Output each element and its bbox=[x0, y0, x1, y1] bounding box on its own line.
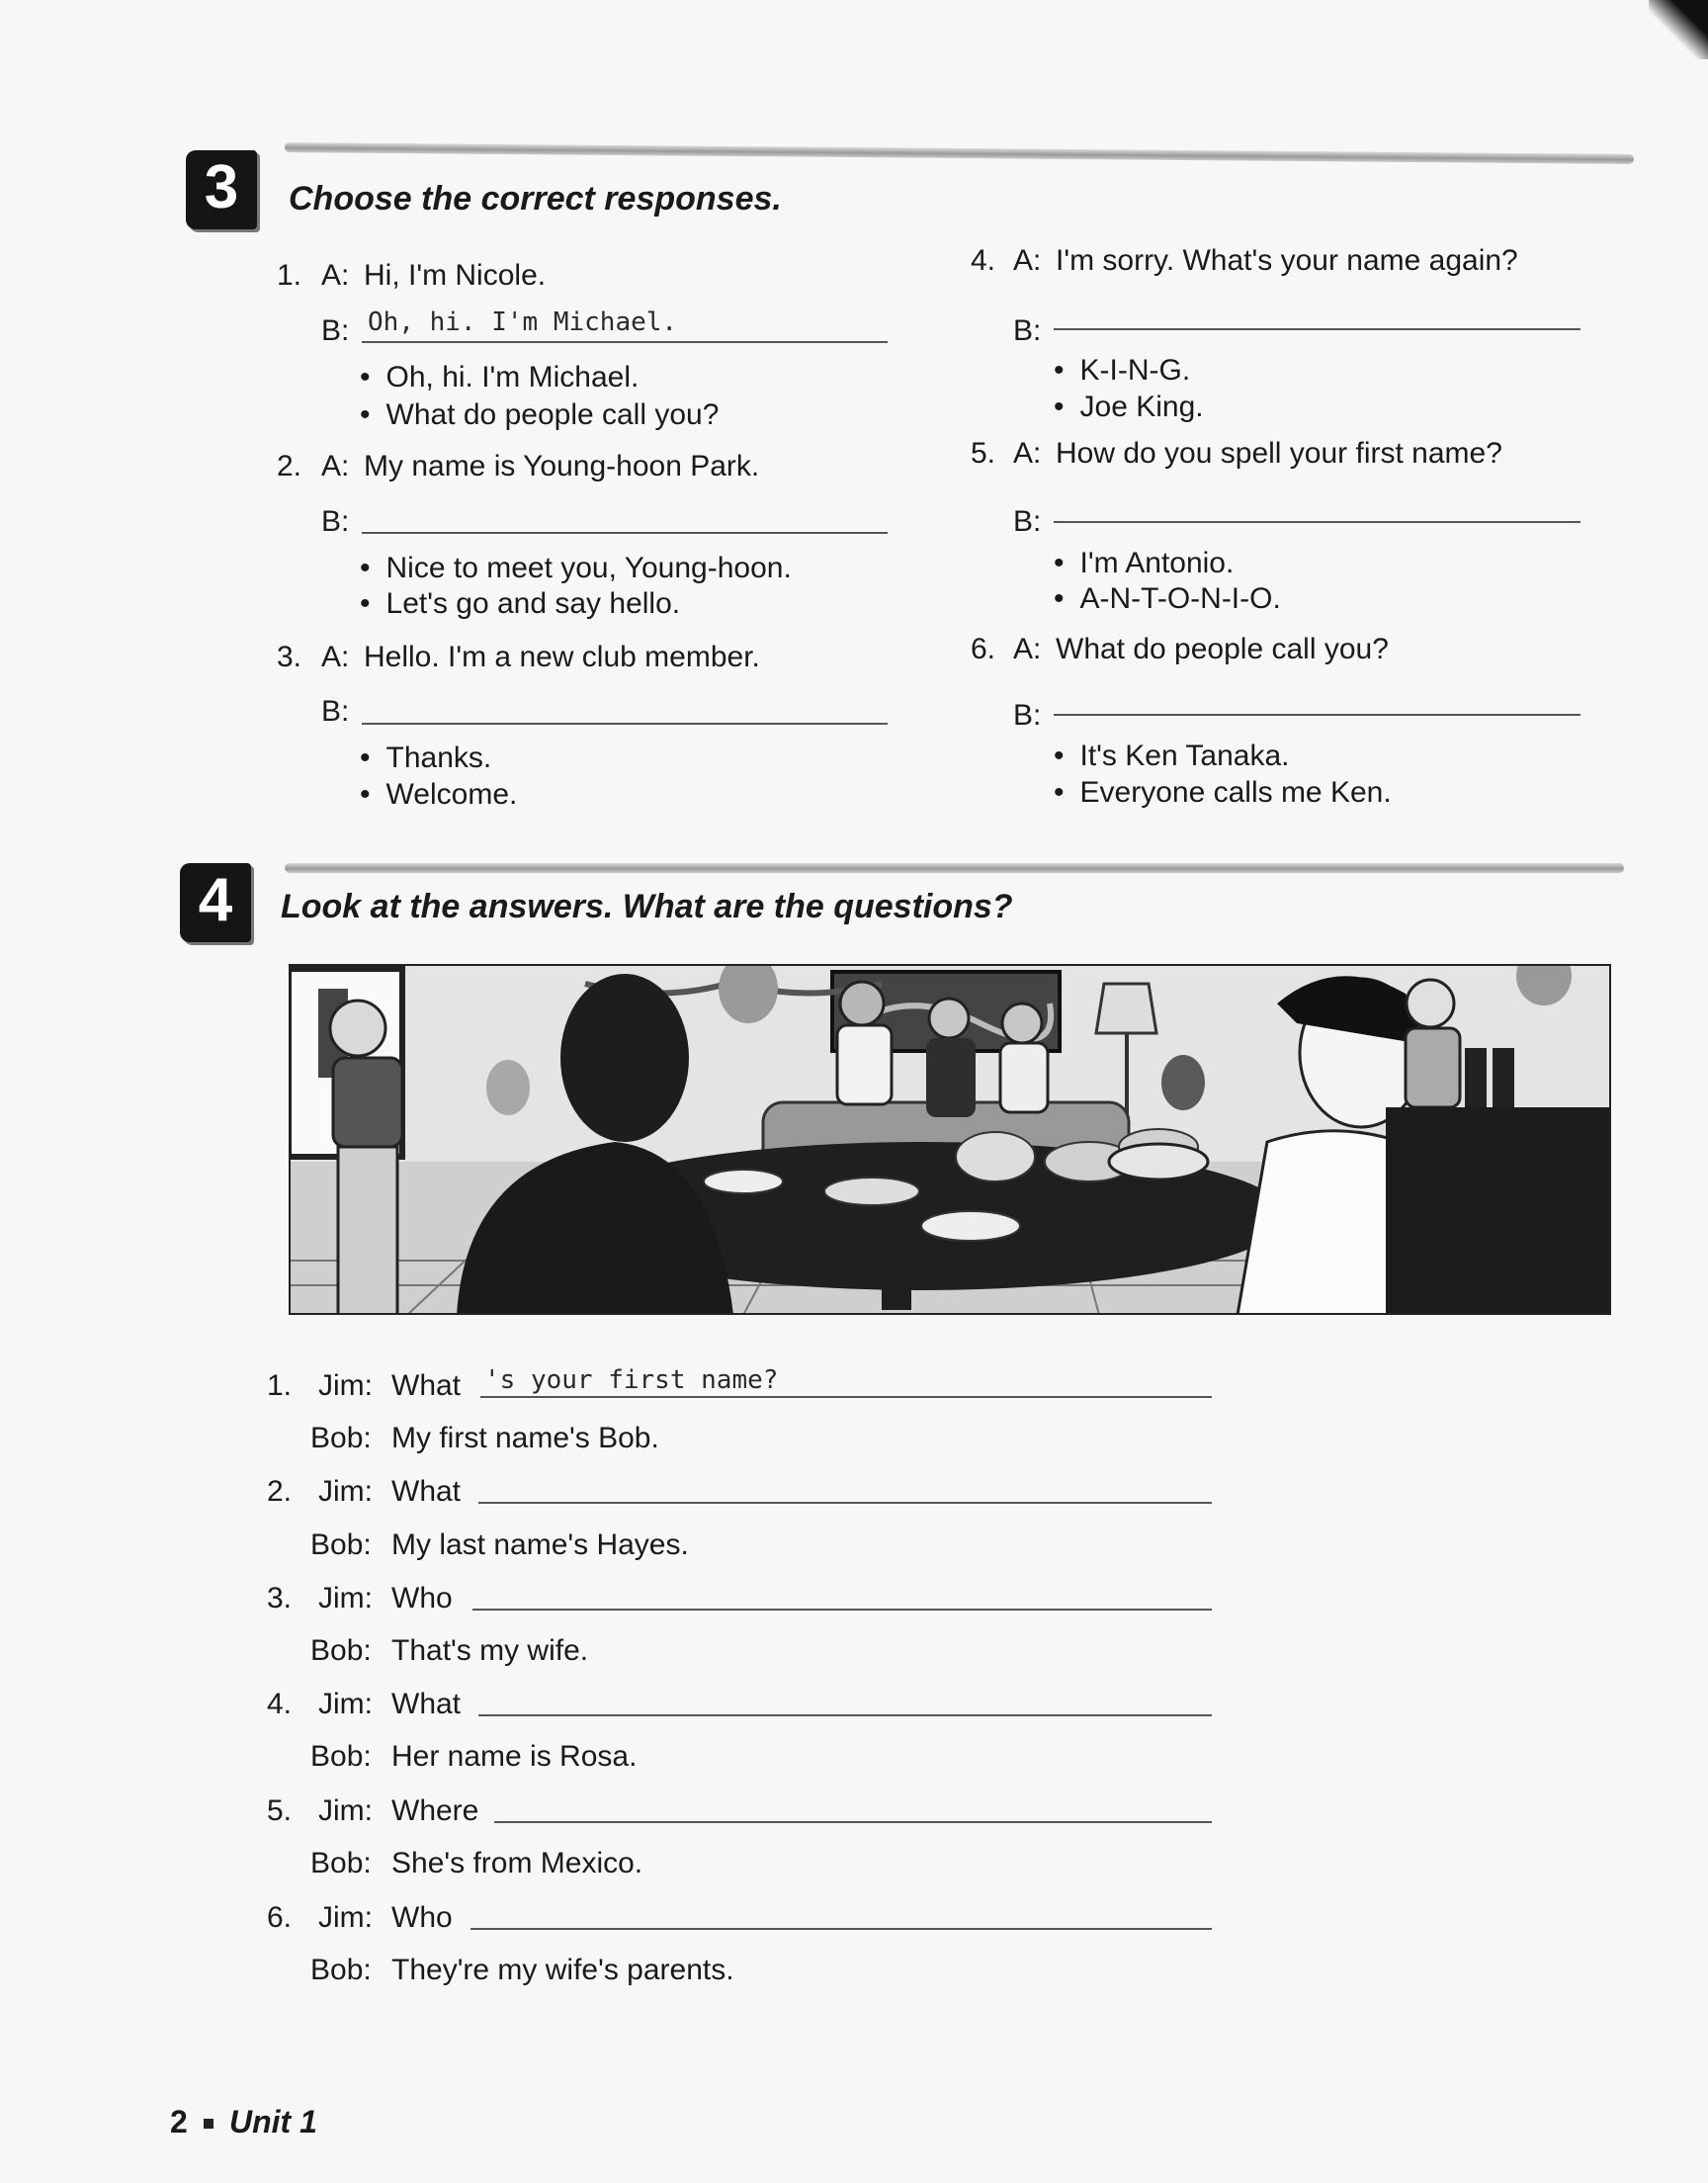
page-corner-shadow bbox=[1649, 0, 1708, 59]
answer-field[interactable]: Oh, hi. I'm Michael. bbox=[368, 307, 678, 337]
answer-line bbox=[362, 723, 888, 725]
speaker-a-text: Hi, I'm Nicole. bbox=[364, 259, 547, 292]
answer-line bbox=[1054, 714, 1580, 716]
speaker-a-text: How do you spell your first name? bbox=[1056, 437, 1502, 470]
option-2: • Everyone calls me Ken. bbox=[1054, 776, 1392, 810]
jim-prompt: Where bbox=[391, 1794, 479, 1827]
item-number: 1. bbox=[267, 1369, 293, 1402]
speaker-b-label: B: bbox=[1013, 314, 1042, 347]
bob-label: Bob: bbox=[310, 1847, 372, 1879]
speaker-a-label: A: bbox=[321, 450, 350, 482]
speaker-a-text: My name is Young-hoon Park. bbox=[364, 450, 760, 482]
bob-text: She's from Mexico. bbox=[391, 1847, 643, 1879]
item-number: 4. bbox=[267, 1688, 293, 1720]
answer-line bbox=[362, 341, 888, 343]
jim-label: Jim: bbox=[318, 1794, 373, 1827]
footer-separator bbox=[204, 2119, 214, 2129]
speaker-b-label: B: bbox=[321, 314, 350, 347]
question-field[interactable]: 's your first name? bbox=[484, 1365, 779, 1395]
question-line bbox=[472, 1609, 1212, 1611]
bob-label: Bob: bbox=[310, 1528, 372, 1561]
question-line bbox=[494, 1821, 1212, 1823]
jim-label: Jim: bbox=[318, 1475, 373, 1508]
jim-prompt: What bbox=[391, 1369, 462, 1402]
option-2: • Welcome. bbox=[360, 778, 517, 812]
jim-label: Jim: bbox=[318, 1688, 373, 1720]
item-number: 3. bbox=[277, 641, 302, 673]
answer-line bbox=[1054, 328, 1580, 330]
section-4-badge bbox=[180, 863, 251, 942]
section-3-number: 3 bbox=[204, 153, 239, 221]
speaker-a-text: What do people call you? bbox=[1056, 633, 1389, 665]
speaker-b-label: B: bbox=[1013, 699, 1042, 732]
unit-label: Unit 1 bbox=[229, 2104, 317, 2139]
section-4-number: 4 bbox=[198, 866, 233, 934]
jim-prompt: What bbox=[391, 1688, 462, 1720]
jim-prompt: Who bbox=[391, 1901, 453, 1934]
option-1: • Thanks. bbox=[360, 742, 491, 775]
bob-label: Bob: bbox=[310, 1634, 372, 1667]
option-2: • Let's go and say hello. bbox=[360, 587, 680, 621]
speaker-a-label: A: bbox=[1013, 437, 1042, 470]
answer-line bbox=[362, 532, 888, 534]
option-1: • I'm Antonio. bbox=[1054, 547, 1234, 580]
item-number: 2. bbox=[277, 450, 302, 482]
bob-label: Bob: bbox=[310, 1954, 372, 1986]
section-3-badge bbox=[186, 150, 257, 229]
option-1: • Nice to meet you, Young-hoon. bbox=[360, 552, 792, 585]
jim-prompt: What bbox=[391, 1475, 462, 1508]
speaker-b-label: B: bbox=[1013, 505, 1042, 538]
section-3-instruction: Choose the correct responses. bbox=[289, 180, 782, 218]
jim-label: Jim: bbox=[318, 1582, 373, 1615]
jim-label: Jim: bbox=[318, 1901, 373, 1934]
jim-prompt: Who bbox=[391, 1582, 453, 1615]
option-1: • It's Ken Tanaka. bbox=[1054, 740, 1290, 773]
bob-text: They're my wife's parents. bbox=[391, 1954, 734, 1986]
option-2: • What do people call you? bbox=[360, 398, 719, 432]
option-2: • A-N-T-O-N-I-O. bbox=[1054, 582, 1281, 616]
section-4-rule bbox=[285, 863, 1624, 873]
party-illustration bbox=[289, 964, 1611, 1315]
item-number: 6. bbox=[971, 633, 996, 665]
item-number: 5. bbox=[267, 1794, 293, 1827]
speaker-a-label: A: bbox=[1013, 633, 1042, 665]
item-number: 3. bbox=[267, 1582, 293, 1615]
question-line bbox=[480, 1396, 1212, 1398]
question-line bbox=[470, 1928, 1212, 1930]
item-number: 1. bbox=[277, 259, 302, 292]
jim-label: Jim: bbox=[318, 1369, 373, 1402]
bob-label: Bob: bbox=[310, 1422, 372, 1454]
speaker-a-text: I'm sorry. What's your name again? bbox=[1056, 244, 1518, 277]
bob-text: My first name's Bob. bbox=[391, 1422, 659, 1454]
question-line bbox=[478, 1714, 1212, 1716]
answer-line bbox=[1054, 521, 1580, 523]
bob-text: My last name's Hayes. bbox=[391, 1528, 689, 1561]
speaker-a-label: A: bbox=[321, 259, 350, 292]
item-number: 2. bbox=[267, 1475, 293, 1508]
item-number: 4. bbox=[971, 244, 996, 277]
item-number: 6. bbox=[267, 1901, 293, 1934]
page-number: 2 bbox=[170, 2104, 188, 2139]
option-1: • Oh, hi. I'm Michael. bbox=[360, 361, 639, 394]
speaker-a-text: Hello. I'm a new club member. bbox=[364, 641, 760, 673]
option-1: • K-I-N-G. bbox=[1054, 354, 1190, 388]
bob-text: Her name is Rosa. bbox=[391, 1740, 638, 1773]
bob-text: That's my wife. bbox=[391, 1634, 589, 1667]
speaker-a-label: A: bbox=[321, 641, 350, 673]
speaker-b-label: B: bbox=[321, 695, 350, 728]
speaker-b-label: B: bbox=[321, 505, 350, 538]
item-number: 5. bbox=[971, 437, 996, 470]
bob-label: Bob: bbox=[310, 1740, 372, 1773]
section-4-instruction: Look at the answers. What are the questions? bbox=[281, 888, 1013, 925]
speaker-a-label: A: bbox=[1013, 244, 1042, 277]
option-2: • Joe King. bbox=[1054, 391, 1204, 424]
question-line bbox=[478, 1502, 1212, 1504]
section-3-rule bbox=[285, 142, 1634, 164]
